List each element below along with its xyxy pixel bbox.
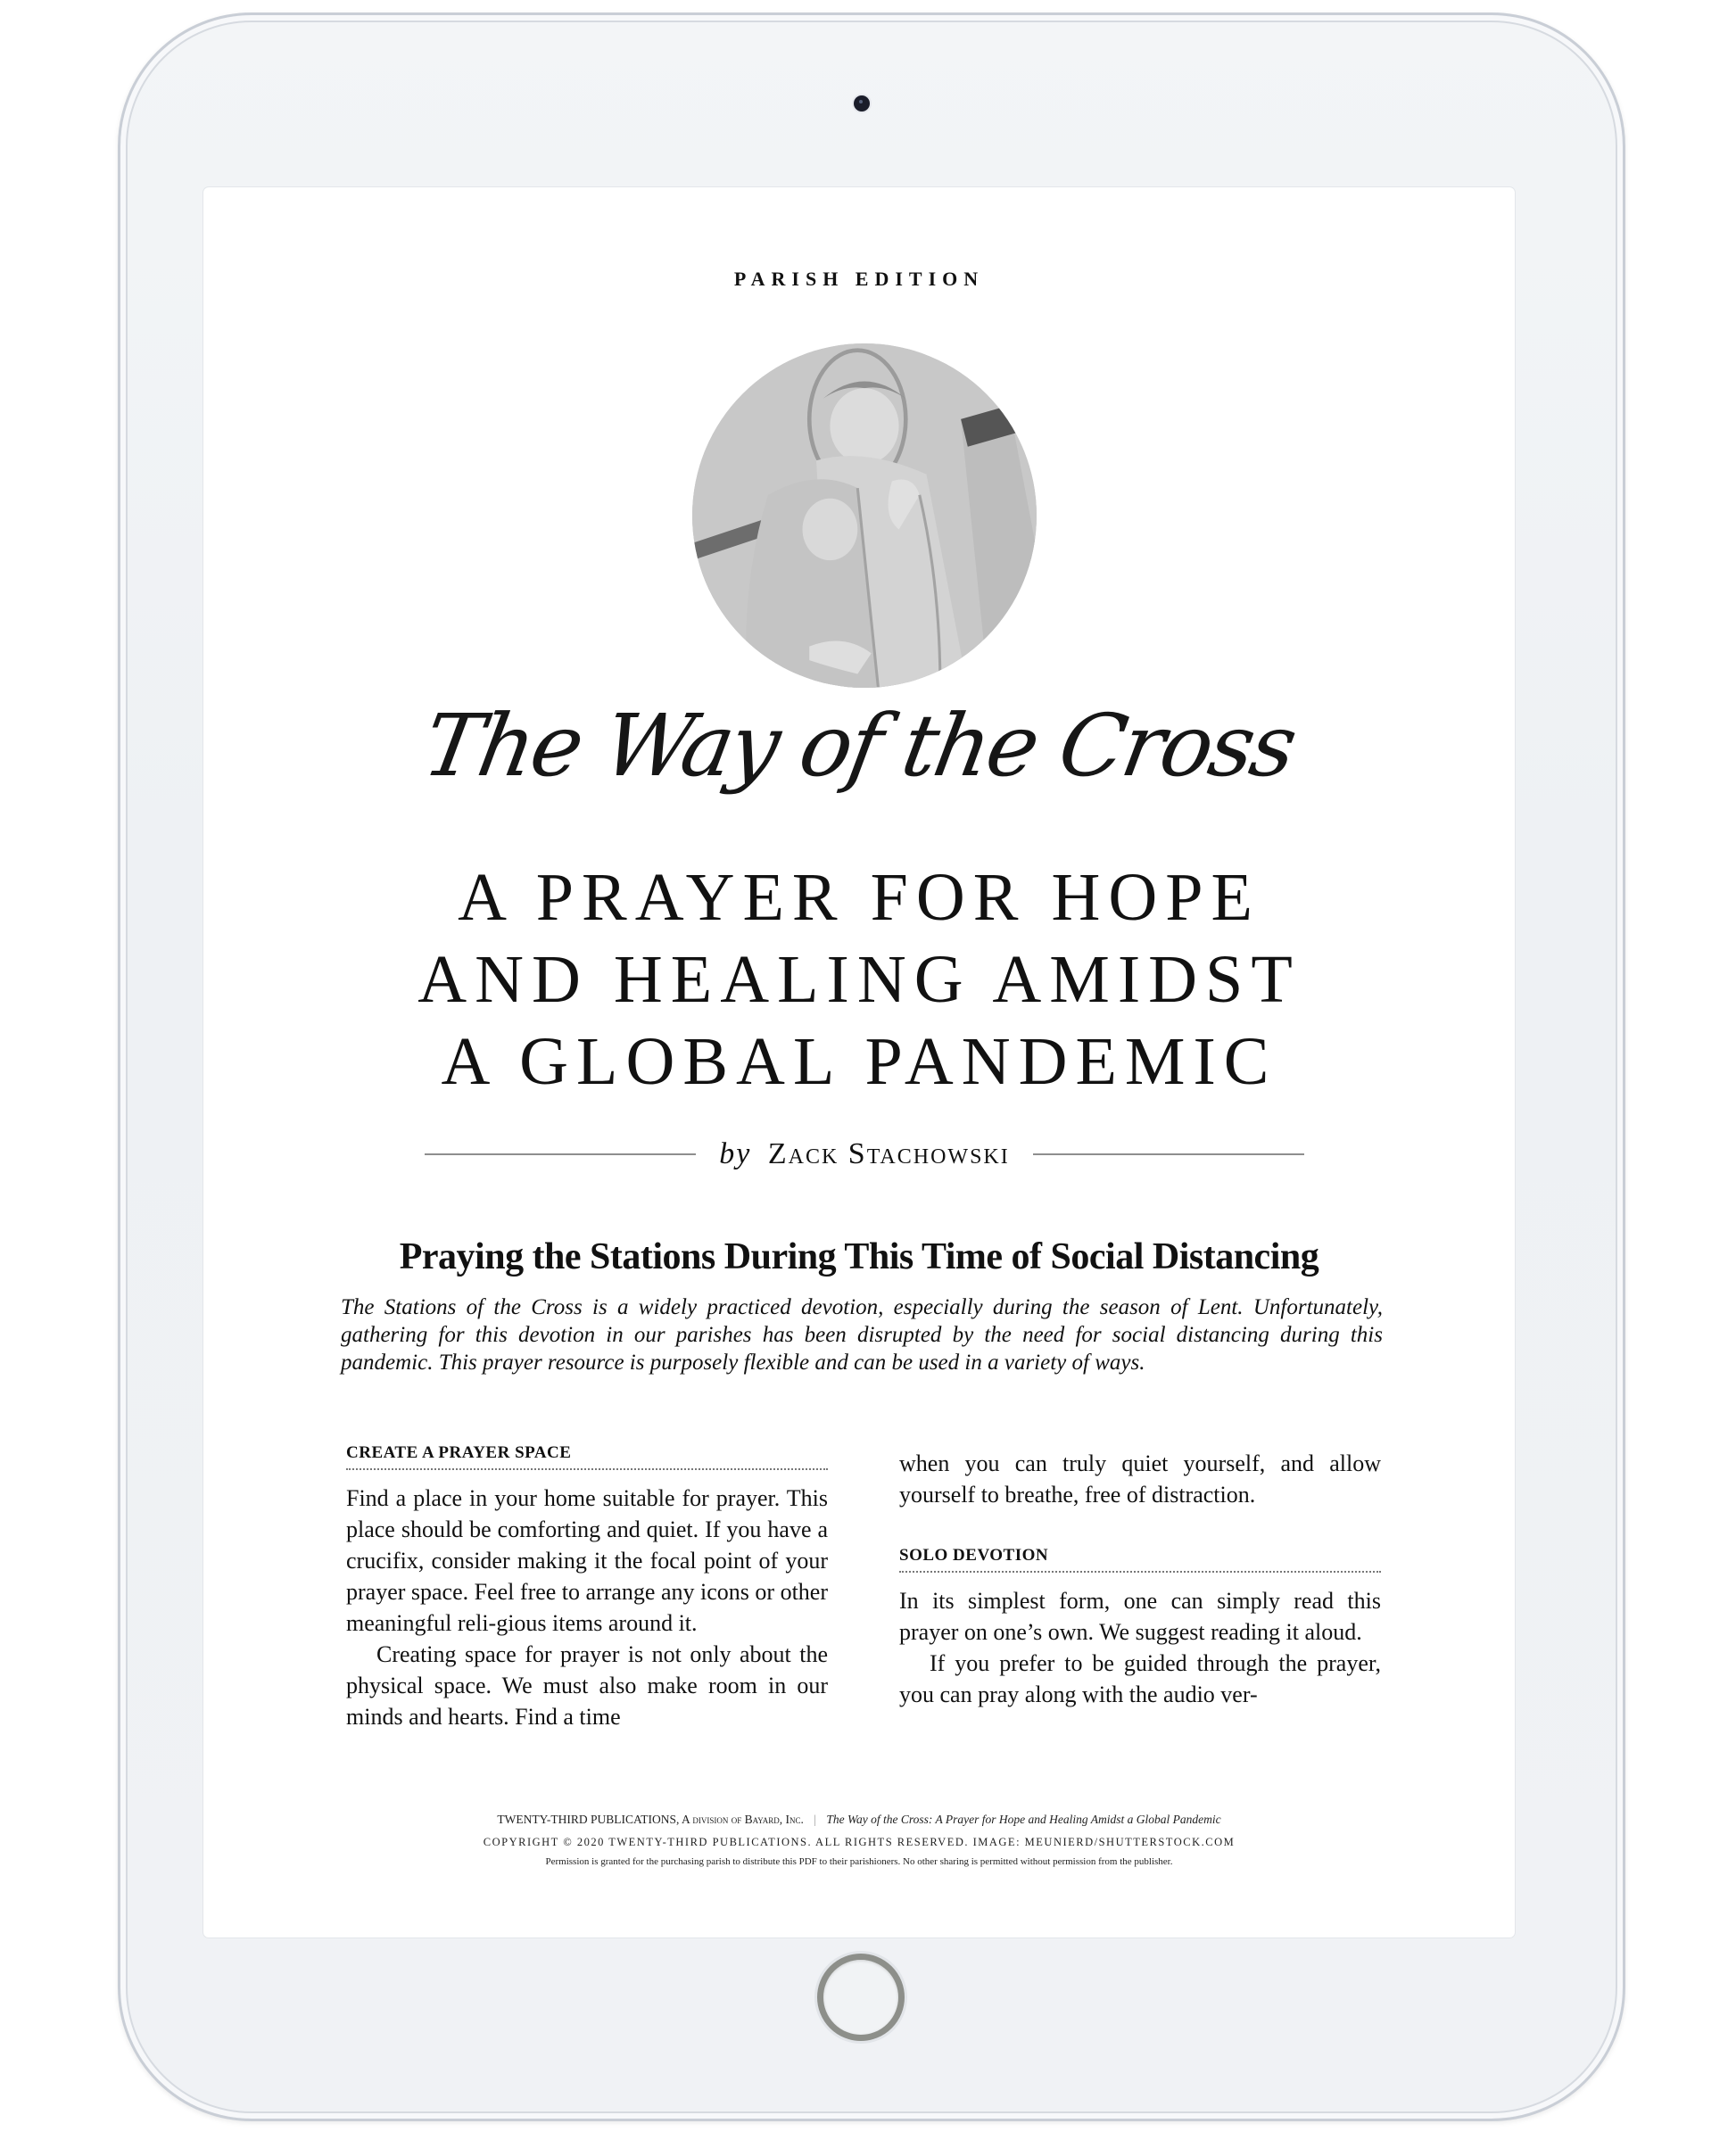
body-paragraph: If you prefer to be guided through the prayer, you can pray along with the audio ver- <box>899 1650 1381 1707</box>
subheading-solo-devotion: SOLO DEVOTION <box>899 1546 1381 1573</box>
right-column <box>899 1448 1381 1710</box>
byline <box>425 1135 1304 1174</box>
left-column <box>346 1443 828 1732</box>
front-camera-icon <box>854 95 870 112</box>
footer-publisher: TWENTY-THIRD PUBLICATIONS, A division of Bayard, Inc. <box>497 1813 804 1826</box>
byline-text <box>719 1137 1010 1171</box>
intro-paragraph: The Stations of the Cross is a widely practiced devotion, especially during the season of Lent. Unfortunately, gathering for this devotion in our parishes has been disrupted by the need for social distancing during this pandemic. This prayer resource is purposely flexible and can be used in a variety of ways. <box>341 1295 1383 1375</box>
body-paragraph: Find a place in your home suitable for prayer. This place should be comforting and quiet. If you have a crucifix, consider making it the focal point of your prayer space. Feel free to arrange any icons or other meaningful reli-gious items around it. <box>346 1485 828 1636</box>
edition-label: PARISH EDITION <box>733 268 985 290</box>
main-title <box>203 856 1515 1103</box>
subheading-create-prayer-space: CREATE A PRAYER SPACE <box>346 1443 828 1470</box>
author-name: Zack Stachowski <box>767 1137 1010 1170</box>
cover-image <box>692 343 1037 688</box>
script-title: The Way of the Cross <box>416 696 1302 796</box>
footer-separator: | <box>814 1813 816 1826</box>
byline-rule-left <box>425 1153 696 1155</box>
main-title-line: AND HEALING AMIDST <box>417 942 1301 1017</box>
footer-publisher-line <box>203 1813 1515 1827</box>
body-paragraph: In its simplest form, one can simply read this prayer on one’s own. We suggest reading it aloud. <box>899 1588 1381 1645</box>
body-paragraph-continued: when you can truly quiet yourself, and allow yourself to breathe, free of distraction. <box>899 1450 1381 1508</box>
tablet-screen <box>203 187 1515 1938</box>
main-title-line: A GLOBAL PANDEMIC <box>441 1024 1277 1099</box>
byline-rule-right <box>1033 1153 1304 1155</box>
section-heading: Praying the Stations During This Time of Social Distancing <box>399 1236 1319 1277</box>
stone-relief-illustration <box>692 343 1037 688</box>
page-footer <box>203 1813 1515 1867</box>
byline-by: by <box>719 1137 752 1170</box>
footer-permission: Permission is granted for the purchasing parish to distribute this PDF to their parishioners. No other sharing is permitted without permission from the publisher. <box>545 1856 1173 1867</box>
body-paragraph: Creating space for prayer is not only about the physical space. We must also make room in our minds and hearts. Find a time <box>346 1641 828 1730</box>
home-button[interactable] <box>817 1954 905 2041</box>
footer-copyright: COPYRIGHT © 2020 TWENTY-THIRD PUBLICATIONS. ALL RIGHTS RESERVED. IMAGE: MEUNIERD/SHUTTERSTOCK.COM <box>483 1836 1236 1848</box>
footer-work-title: The Way of the Cross: A Prayer for Hope and Healing Amidst a Global Pandemic <box>826 1813 1221 1826</box>
main-title-line: A PRAYER FOR HOPE <box>458 860 1261 935</box>
